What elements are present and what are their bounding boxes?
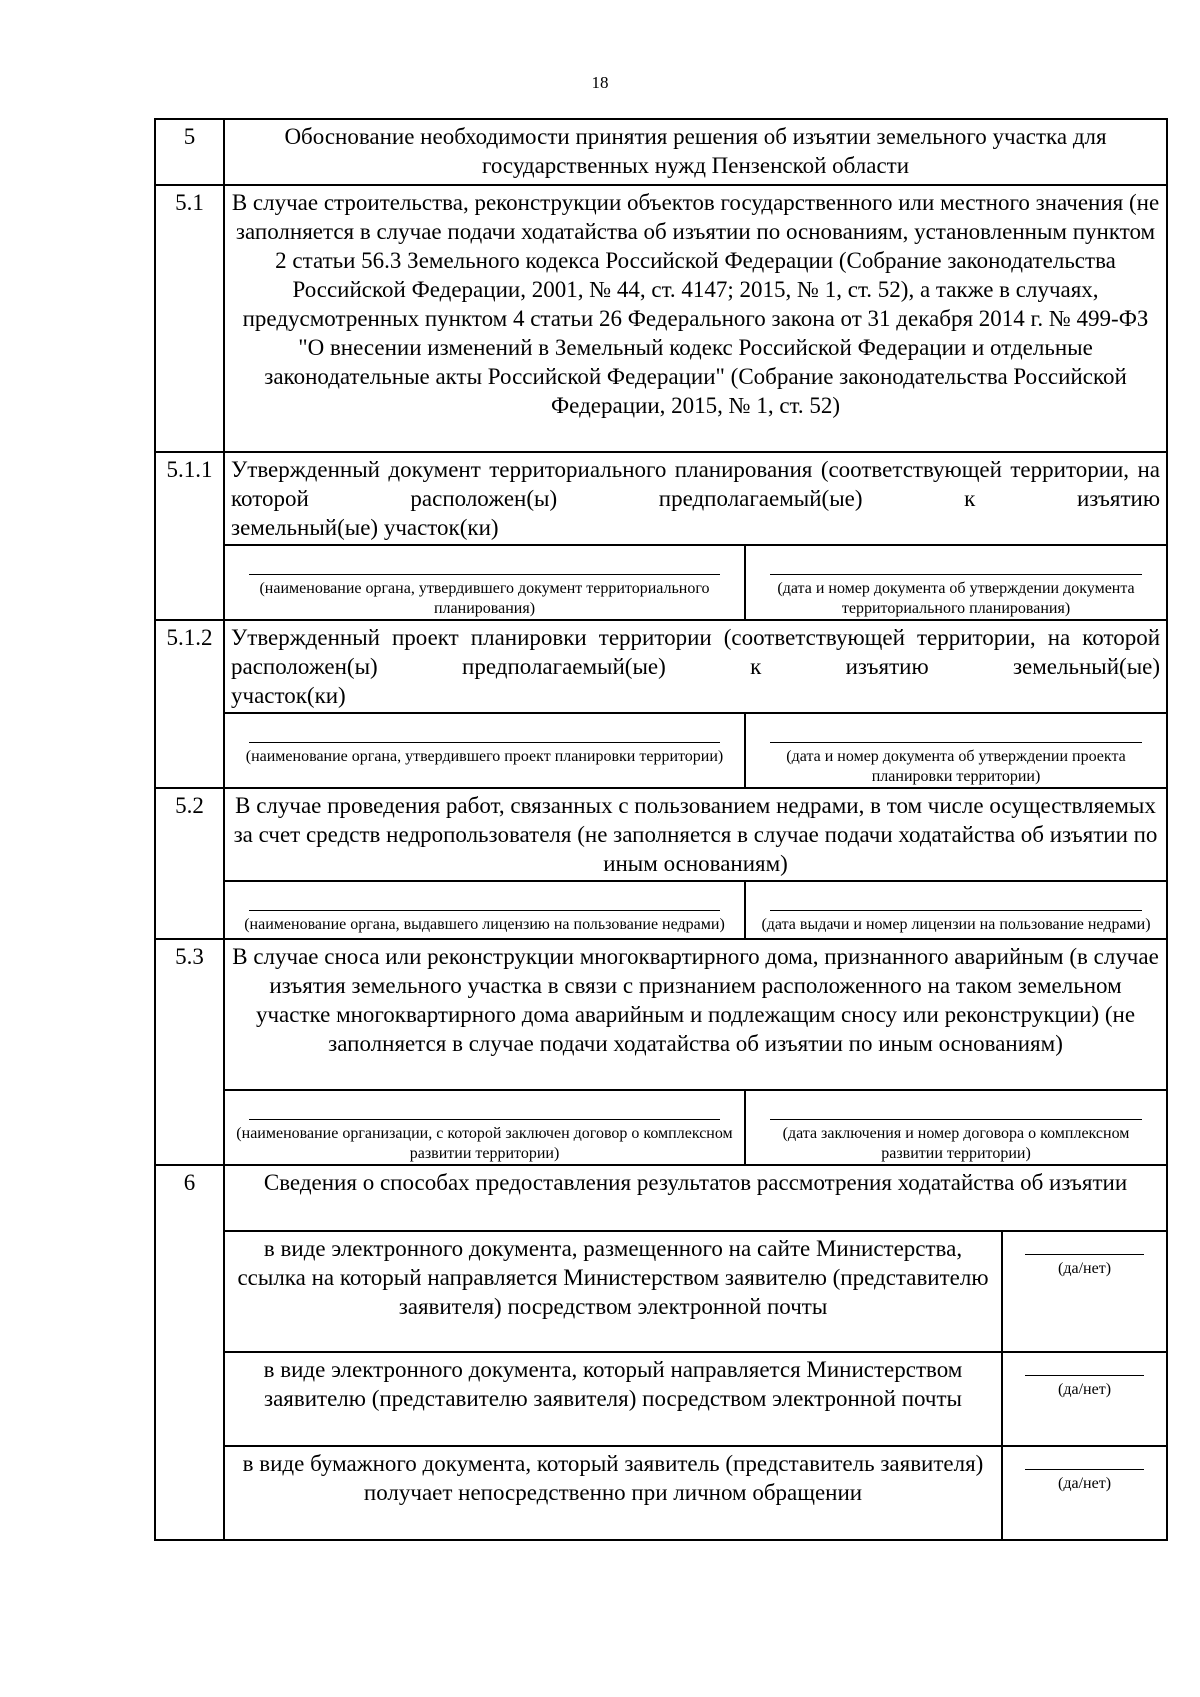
fill-line (249, 574, 720, 575)
organization-contract-field[interactable] (224, 1090, 745, 1165)
section-5-3-row (155, 939, 1167, 1090)
section-5-2-row (155, 788, 1167, 881)
fill-line (249, 1119, 720, 1120)
section-5-1-row (155, 185, 1167, 452)
fill-line (249, 910, 720, 911)
planning-project-authority-field[interactable] (224, 713, 745, 788)
section-5-1-2-row (155, 620, 1167, 713)
planning-project-date-number-label: (дата и номер документа об утверждении проекта планировки территории) (786, 748, 1126, 785)
section-5-2-fields (155, 881, 1167, 939)
delivery-option-row (155, 1231, 1167, 1352)
section-5-row (155, 119, 1167, 185)
delivery-option-row (155, 1352, 1167, 1446)
planning-project-date-number-field[interactable] (745, 713, 1167, 788)
contract-date-number-field[interactable] (745, 1090, 1167, 1165)
fill-line (1025, 1469, 1144, 1470)
section-5-1-1-text-last: земельный(ые) участок(ки) (231, 515, 499, 540)
section-5-1-1-row (155, 452, 1167, 545)
territorial-plan-authority-field[interactable] (224, 545, 745, 620)
license-authority-label: (наименование органа, выдавшего лицензию на пользование недрами) (244, 916, 725, 933)
contract-date-number-label: (дата заключения и номер договора о комплексном развитии территории) (782, 1125, 1130, 1162)
delivery-option-answer-field[interactable] (1002, 1446, 1167, 1540)
section-5-number: 5 (155, 119, 224, 185)
fill-line (770, 1119, 1142, 1120)
territorial-plan-authority-label: (наименование органа, утвердившего документ территориального планирования) (259, 580, 710, 617)
delivery-option-answer-field[interactable] (1002, 1231, 1167, 1352)
yes-no-label: (да/нет) (1058, 1475, 1112, 1492)
yes-no-label: (да/нет) (1058, 1260, 1112, 1277)
territorial-plan-date-number-field[interactable] (745, 545, 1167, 620)
delivery-option-text: в виде электронного документа, размещенного на сайте Министерства, ссылка на который направляется Министерством заявителю (представителю заявителя) посредством электронной почты (224, 1231, 1002, 1352)
application-form-table (154, 118, 1168, 1541)
section-5-1-text: В случае строительства, реконструкции объектов государственного или местного значения (не заполняется в случае подачи ходатайства об изъятии по основаниям, установленным пунктом 2 статьи 56.3 Земельного кодекса Российской Федерации (Собрание законодательства Российской Федерации, 2001, № 44, ст. 4147; 2015, № 1, ст. 52), а также в случаях, предусмотренных пунктом 4 статьи 26 Федерального закона от 31 декабря 2014 г. № 499-ФЗ "О внесении изменений в Земельный кодекс Российской Федерации и отдельные законодательные акты Российской Федерации" (Собрание законодательства Российской Федерации, 2015, № 1, ст. 52) (224, 185, 1167, 452)
section-5-1-1-fields (155, 545, 1167, 620)
section-5-2-text: В случае проведения работ, связанных с пользованием недрами, в том числе осуществляемых за счет средств недропользователя (не заполняется в случае подачи ходатайства об изъятии по иным основаниям) (224, 788, 1167, 881)
section-5-1-number: 5.1 (155, 185, 224, 452)
territorial-plan-date-number-label: (дата и номер документа об утверждении документа территориального планирования) (777, 580, 1135, 617)
organization-contract-label: (наименование организации, с которой заключен договор о комплексном развитии территории) (236, 1125, 733, 1162)
section-5-1-2-text-main: Утвержденный проект планировки территории (соответствующей территории, на которой расположен(ы) предполагаемый(ые) к изъятию земельный(ые) (231, 625, 1161, 679)
license-date-number-label: (дата выдачи и номер лицензии на пользование недрами) (761, 916, 1151, 933)
delivery-option-row (155, 1446, 1167, 1540)
license-date-number-field[interactable] (745, 881, 1167, 939)
delivery-option-answer-field[interactable] (1002, 1352, 1167, 1446)
section-5-1-1-number: 5.1.1 (155, 452, 224, 620)
delivery-option-text: в виде электронного документа, который направляется Министерством заявителю (представителю заявителя) посредством электронной почты (224, 1352, 1002, 1446)
fill-line (770, 742, 1142, 743)
planning-project-authority-label: (наименование органа, утвердившего проект планировки территории) (245, 748, 724, 765)
section-5-3-fields (155, 1090, 1167, 1165)
fill-line (249, 742, 720, 743)
section-6-row (155, 1165, 1167, 1231)
yes-no-label: (да/нет) (1058, 1381, 1112, 1398)
license-authority-field[interactable] (224, 881, 745, 939)
section-5-3-number: 5.3 (155, 939, 224, 1165)
section-6-title: Сведения о способах предоставления результатов рассмотрения ходатайства об изъятии (224, 1165, 1167, 1231)
section-5-1-2-text (224, 620, 1167, 713)
section-5-1-1-text (224, 452, 1167, 545)
fill-line (770, 910, 1142, 911)
fill-line (1025, 1375, 1144, 1376)
fill-line (1025, 1254, 1144, 1255)
section-5-1-2-text-last: участок(ки) (231, 683, 346, 708)
section-5-1-1-text-main: Утвержденный документ территориального планирования (соответствующей территории, на которой расположен(ы) предполагаемый(ые) к изъятию (231, 457, 1161, 511)
section-6-number: 6 (155, 1165, 224, 1540)
delivery-option-text: в виде бумажного документа, который заявитель (представитель заявителя) получает непосредственно при личном обращении (224, 1446, 1002, 1540)
section-5-1-2-number: 5.1.2 (155, 620, 224, 788)
section-5-3-text: В случае сноса или реконструкции многоквартирного дома, признанного аварийным (в случае изъятия земельного участка в связи с признанием расположенного на таком земельном участке многоквартирного дома аварийным и подлежащим сносу или реконструкции) (не заполняется в случае подачи ходатайства об изъятии по иным основаниям) (224, 939, 1167, 1090)
section-5-1-2-fields (155, 713, 1167, 788)
fill-line (770, 574, 1142, 575)
section-5-title: Обоснование необходимости принятия решения об изъятии земельного участка для государственных нужд Пензенской области (224, 119, 1167, 185)
page-number: 18 (591, 73, 609, 92)
section-5-2-number: 5.2 (155, 788, 224, 939)
